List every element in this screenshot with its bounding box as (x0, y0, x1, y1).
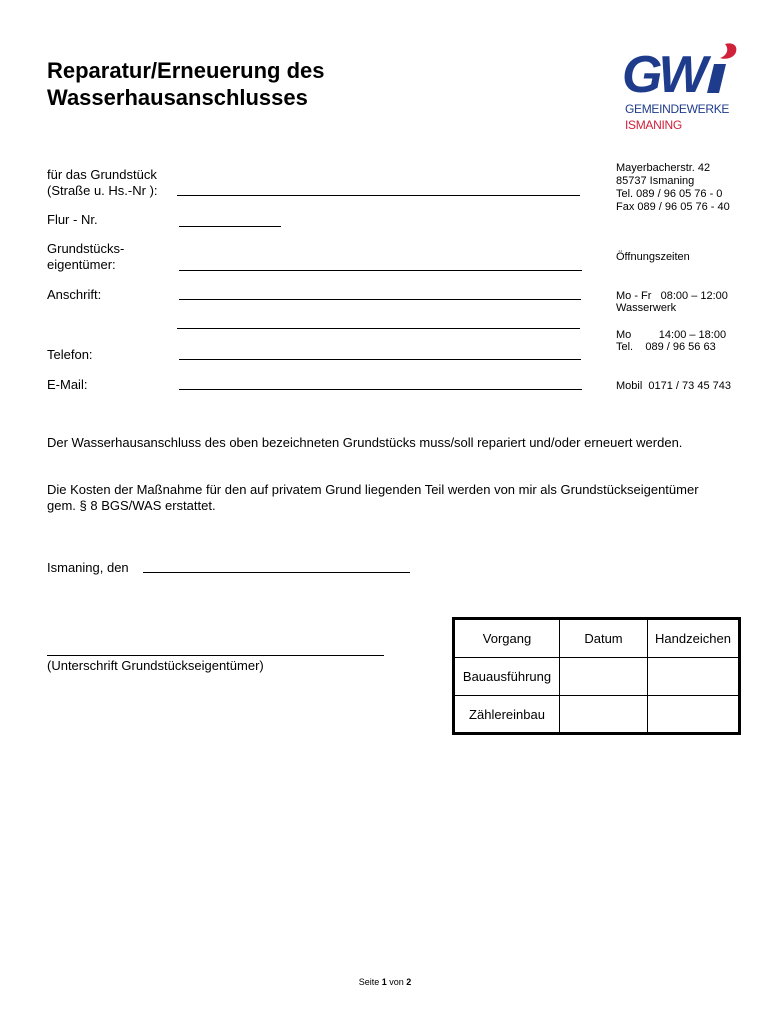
address-fax: Fax 089 / 96 05 76 - 40 (616, 201, 730, 213)
owner-field[interactable] (179, 270, 582, 271)
contact-address (616, 162, 730, 214)
page-total: 2 (406, 977, 412, 987)
header-datum: Datum (560, 619, 648, 658)
table-row (454, 658, 740, 696)
table-row (454, 696, 740, 734)
cell-datum-bauausfuehrung[interactable] (560, 658, 648, 696)
address-street: Mayerbacherstr. 42 (616, 162, 711, 174)
gwi-logo-icon (622, 38, 742, 98)
row-label-bauausfuehrung: Bauausführung (454, 658, 560, 696)
hours-monday: Mo 14:00 – 18:00 (616, 329, 727, 341)
row-label-zaehlereinbau: Zählereinbau (454, 696, 560, 734)
address-field-1[interactable] (179, 299, 581, 300)
page-number (0, 977, 770, 987)
flur-field[interactable] (179, 226, 281, 227)
owner-label-line-1: Grundstücks- (47, 241, 125, 256)
cell-handzeichen-bauausfuehrung[interactable] (648, 658, 740, 696)
signature-label: (Unterschrift Grundstückseigentümer) (47, 658, 264, 673)
header-vorgang: Vorgang (454, 619, 560, 658)
owner-label-line-2: eigentümer: (47, 257, 116, 272)
waterworks-heading: Wasserwerk (616, 302, 677, 314)
phone-label: Telefon: (47, 347, 93, 362)
paragraph-repair: Der Wasserhausanschluss des oben bezeichneten Grundstücks muss/soll repariert und/oder erneuert werden. (47, 435, 683, 450)
property-label-line-2: (Straße u. Hs.-Nr ): (47, 183, 158, 198)
header-handzeichen: Handzeichen (648, 619, 740, 658)
property-label (47, 167, 158, 199)
title-line-2: Wasserhausanschlusses (47, 85, 308, 110)
hours-heading: Öffnungszeiten (616, 251, 690, 263)
logo-i-dot (720, 43, 736, 58)
process-table (452, 617, 741, 735)
owner-label (47, 241, 124, 273)
waterworks-phone: Tel. 089 / 96 56 63 (616, 341, 716, 353)
logo-i-stem (707, 64, 726, 93)
paragraph-costs: Die Kosten der Maßnahme für den auf privatem Grund liegenden Teil werden von mir als Grundstückseigentümer gem. § 8 BGS/WAS erstattet. (47, 482, 699, 513)
title-line-1: Reparatur/Erneuerung des (47, 58, 325, 83)
logo-wordmark: GW (622, 46, 704, 98)
cell-handzeichen-zaehlereinbau[interactable] (648, 696, 740, 734)
flur-label: Flur - Nr. (47, 212, 98, 227)
waterworks-contact (616, 276, 731, 406)
logo-line-2: ISMANING (625, 118, 682, 132)
place-date-label: Ismaning, den (47, 560, 129, 575)
page-current: 1 (381, 977, 387, 987)
address-city: 85737 Ismaning (616, 175, 695, 187)
logo (622, 38, 742, 133)
property-field[interactable] (177, 195, 580, 196)
signature-field[interactable] (47, 655, 384, 656)
table-header-row (454, 619, 740, 658)
page-mid: von (386, 977, 407, 987)
page-title (47, 57, 325, 111)
phone-field[interactable] (179, 359, 581, 360)
address-label: Anschrift: (47, 287, 102, 302)
hours-weekday: Mo - Fr 08:00 – 12:00 (616, 290, 728, 302)
email-label: E-Mail: (47, 377, 88, 392)
address-field-2[interactable] (177, 328, 580, 329)
email-field[interactable] (179, 389, 582, 390)
logo-line-1: GEMEINDEWERKE (625, 102, 730, 116)
page-prefix: Seite (358, 977, 382, 987)
cell-datum-zaehlereinbau[interactable] (560, 696, 648, 734)
waterworks-mobile: Mobil 0171 / 73 45 743 (616, 380, 731, 392)
date-field[interactable] (143, 572, 410, 573)
property-label-line-1: für das Grundstück (47, 167, 157, 182)
address-phone: Tel. 089 / 96 05 76 - 0 (616, 188, 723, 200)
